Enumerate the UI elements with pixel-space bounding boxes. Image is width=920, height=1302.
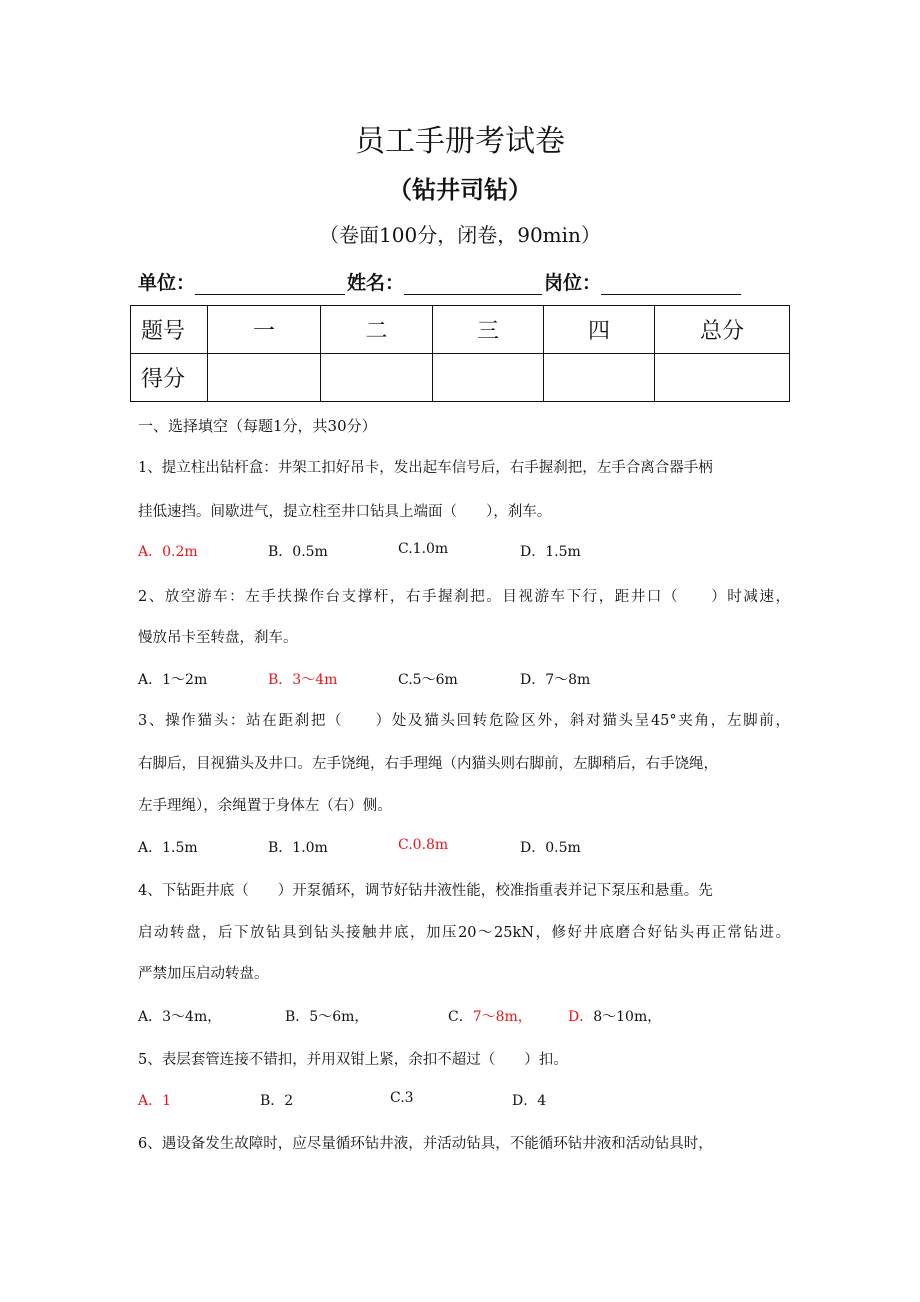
option-text: 4 bbox=[537, 1093, 547, 1109]
option-label: D． bbox=[520, 544, 546, 560]
unit-blank[interactable] bbox=[195, 274, 345, 295]
option-text: 3～4m bbox=[292, 672, 338, 688]
name-label: 姓名： bbox=[347, 272, 405, 294]
option-text: 0.5m bbox=[292, 544, 328, 560]
answer-option[interactable] bbox=[568, 1006, 661, 1026]
exam-note: （卷面100分，闭卷，90min） bbox=[319, 223, 601, 247]
score-cell[interactable] bbox=[544, 354, 655, 402]
option-label: D． bbox=[520, 672, 546, 688]
question-text: 1、提立柱出钻杆盒：井架工扣好吊卡，发出起车信号后，右手握刹把，左手合离合器手柄 bbox=[138, 460, 713, 476]
post-blank[interactable] bbox=[601, 274, 741, 295]
table-cell: 三 bbox=[433, 306, 544, 354]
option-text: 3～4m， bbox=[162, 1009, 222, 1025]
option-text: 7～8m， bbox=[472, 1009, 532, 1025]
option-label: C. bbox=[390, 1090, 405, 1106]
answer-option[interactable] bbox=[268, 669, 337, 689]
answer-option[interactable] bbox=[520, 541, 581, 561]
option-label: C. bbox=[398, 541, 413, 557]
option-text: 7～8m bbox=[545, 672, 591, 688]
option-text: 8～10m， bbox=[593, 1009, 662, 1025]
option-text: 1.0m bbox=[412, 541, 449, 557]
section-heading: 一、选择填空（每题1分，共30分） bbox=[138, 417, 377, 435]
option-label: A． bbox=[138, 1093, 163, 1109]
option-label: C. bbox=[398, 837, 413, 853]
option-label: B． bbox=[268, 672, 293, 688]
question-text: 5、表层套管连接不错扣，并用双钳上紧，余扣不超过（ ）扣。 bbox=[138, 1052, 568, 1068]
answer-option[interactable] bbox=[398, 837, 448, 853]
answer-option[interactable] bbox=[138, 837, 198, 857]
info-fields bbox=[138, 268, 743, 295]
answer-option[interactable] bbox=[390, 1090, 414, 1106]
answer-option[interactable] bbox=[260, 1090, 293, 1110]
option-label: C． bbox=[448, 1009, 473, 1025]
option-text: 0.2m bbox=[162, 544, 198, 560]
option-text: 2 bbox=[284, 1093, 294, 1109]
score-table bbox=[130, 305, 790, 402]
option-text: 0.5m bbox=[545, 840, 581, 856]
option-label: A． bbox=[138, 672, 163, 688]
table-row bbox=[131, 354, 790, 402]
question-text: 6、遇设备发生故障时，应尽量循环钻井液，并活动钻具，不能循环钻井液和活动钻具时， bbox=[138, 1136, 713, 1152]
answer-option[interactable] bbox=[138, 1090, 171, 1110]
question-text: 慢放吊卡至转盘，刹车。 bbox=[138, 630, 298, 646]
table-cell: 一 bbox=[208, 306, 321, 354]
option-text: 1.5m bbox=[162, 840, 198, 856]
answer-option[interactable] bbox=[268, 541, 328, 561]
name-blank[interactable] bbox=[404, 274, 542, 295]
question-text: 2、放空游车：左手扶操作台支撑杆，右手握刹把。目视游车下行，距井口（ ）时减速， bbox=[138, 589, 790, 605]
option-label: D． bbox=[568, 1009, 594, 1025]
page-subtitle: （钻井司钻） bbox=[388, 175, 532, 204]
option-label: B． bbox=[268, 840, 293, 856]
option-text: 5～6m， bbox=[309, 1009, 369, 1025]
option-label: B． bbox=[285, 1009, 310, 1025]
post-label: 岗位： bbox=[544, 272, 602, 294]
option-text: 3 bbox=[404, 1090, 414, 1106]
answer-option[interactable] bbox=[398, 541, 448, 557]
answer-option[interactable] bbox=[268, 837, 328, 857]
table-cell: 总分 bbox=[655, 306, 790, 354]
score-cell[interactable] bbox=[655, 354, 790, 402]
option-text: 1.5m bbox=[545, 544, 581, 560]
question-text: 严禁加压启动转盘。 bbox=[138, 966, 269, 982]
option-text: 5～6m bbox=[412, 672, 458, 688]
option-label: B． bbox=[260, 1093, 285, 1109]
option-text: 1～2m bbox=[162, 672, 208, 688]
option-label: C. bbox=[398, 672, 413, 688]
option-text: 0.8m bbox=[412, 837, 449, 853]
question-text: 左手理绳），余绳置于身体左（右）侧。 bbox=[138, 798, 392, 814]
answer-option[interactable] bbox=[520, 669, 590, 689]
answer-option[interactable] bbox=[138, 541, 198, 561]
table-cell: 二 bbox=[321, 306, 433, 354]
answer-option[interactable] bbox=[138, 669, 207, 689]
question-text: 挂低速挡。间歇进气，提立柱至井口钻具上端面（ ），刹车。 bbox=[138, 504, 552, 520]
answer-option[interactable] bbox=[398, 669, 458, 689]
answer-option[interactable] bbox=[138, 1006, 221, 1026]
option-label: B． bbox=[268, 544, 293, 560]
option-label: D． bbox=[520, 840, 546, 856]
table-row bbox=[131, 306, 790, 354]
table-cell: 题号 bbox=[131, 306, 208, 354]
table-cell: 得分 bbox=[131, 354, 208, 402]
question-text: 右脚后，目视猫头及井口。左手饶绳，右手理绳（内猫头则右脚前，左脚稍后，右手饶绳， bbox=[138, 756, 718, 772]
option-label: A． bbox=[138, 840, 163, 856]
option-label: D． bbox=[512, 1093, 538, 1109]
option-text: 1 bbox=[162, 1093, 172, 1109]
score-cell[interactable] bbox=[433, 354, 544, 402]
question-text: 4、下钻距井底（ ）开泵循环，调节好钻井液性能，校准指重表并记下泵压和悬重。先 bbox=[138, 883, 713, 899]
score-cell[interactable] bbox=[208, 354, 321, 402]
answer-option[interactable] bbox=[285, 1006, 368, 1026]
question-text: 3、操作猫头：站在距刹把（ ）处及猫头回转危险区外，斜对猫头呈45°夹角，左脚前， bbox=[138, 713, 790, 729]
option-label: A． bbox=[138, 1009, 163, 1025]
answer-option[interactable] bbox=[448, 1006, 532, 1026]
table-cell: 四 bbox=[544, 306, 655, 354]
unit-label: 单位： bbox=[138, 272, 196, 294]
option-label: A． bbox=[138, 544, 163, 560]
page-title: 员工手册考试卷 bbox=[355, 124, 565, 159]
question-text: 启动转盘，后下放钻具到钻头接触井底，加压20～25kN，修好井底磨合好钻头再正常钻进。 bbox=[138, 925, 790, 941]
score-cell[interactable] bbox=[321, 354, 433, 402]
option-text: 1.0m bbox=[292, 840, 328, 856]
answer-option[interactable] bbox=[520, 837, 581, 857]
answer-option[interactable] bbox=[512, 1090, 546, 1110]
